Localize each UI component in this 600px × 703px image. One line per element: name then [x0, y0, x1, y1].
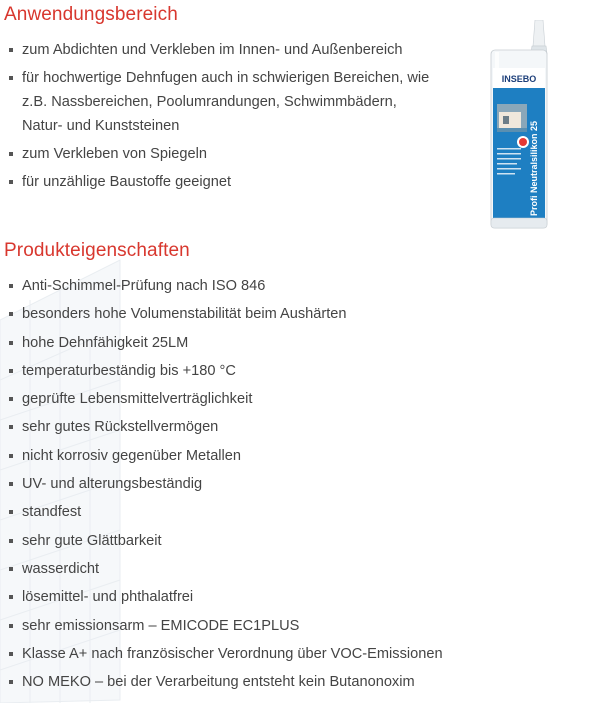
list-item-text: besonders hohe Volumenstabilität beim Aushärten: [22, 306, 347, 323]
list-item: [0, 529, 560, 553]
list-item: [0, 302, 560, 326]
list-item: [0, 614, 560, 638]
list-item: [0, 170, 430, 194]
list-item: [0, 142, 430, 166]
list-item-text: temperaturbeständig bis +180 °C: [22, 362, 236, 379]
bullet-icon: [9, 369, 13, 373]
application-list: [0, 38, 430, 198]
bullet-icon: [9, 567, 13, 571]
bullet-icon: [9, 595, 13, 599]
list-item: [0, 500, 560, 524]
bullet-icon: [9, 76, 13, 80]
list-item: [0, 387, 560, 411]
list-item: [0, 415, 560, 439]
list-item-text: nicht korrosiv gegenüber Metallen: [22, 447, 242, 464]
bullet-icon: [9, 397, 13, 401]
list-item-text: hohe Dehnfähigkeit 25LM: [22, 334, 189, 351]
bullet-icon: [9, 624, 13, 628]
list-item-text: sehr emissionsarm – EMICODE EC1PLUS: [22, 617, 300, 634]
list-item-text: sehr gute Glättbarkeit: [22, 532, 162, 549]
list-item: [0, 66, 430, 138]
list-item: [0, 331, 560, 355]
bullet-icon: [9, 454, 13, 458]
list-item-text: sehr gutes Rückstellvermögen: [22, 419, 219, 436]
list-item-text: wasserdicht: [22, 560, 100, 577]
silicone-cartridge-icon: [485, 20, 565, 232]
bullet-icon: [9, 539, 13, 543]
bullet-icon: [9, 680, 13, 684]
list-item-text: UV- und alterungsbeständig: [22, 476, 203, 493]
list-item-text: für unzählige Baustoffe geeignet: [22, 174, 232, 190]
list-item: [0, 444, 560, 468]
product-image: [485, 20, 565, 232]
section-title-properties: Produkteigenschaften: [4, 240, 190, 261]
list-item: [0, 557, 560, 581]
list-item-text: zum Verkleben von Spiegeln: [22, 146, 207, 162]
bullet-icon: [9, 482, 13, 486]
bullet-icon: [9, 312, 13, 316]
bullet-icon: [9, 425, 13, 429]
list-item: [0, 670, 560, 694]
list-item-text: lösemittel- und phthalatfrei: [22, 589, 194, 606]
list-item: [0, 38, 430, 62]
bullet-icon: [9, 510, 13, 514]
bullet-icon: [9, 284, 13, 288]
list-item-text: Klasse A+ nach französischer Verordnung über VOC-Emissionen: [22, 645, 443, 662]
bullet-icon: [9, 48, 13, 52]
list-item-text: Anti-Schimmel-Prüfung nach ISO 846: [22, 278, 266, 294]
list-item: [0, 359, 560, 383]
bullet-icon: [9, 152, 13, 156]
product-name-text: Profi Neutralsilikon 25: [529, 120, 539, 216]
list-item-text: geprüfte Lebensmittelverträglichkeit: [22, 391, 253, 408]
list-item-text: für hochwertige Dehnfugen auch in schwierigen Bereichen, wie z.B. Nassbereichen, Poolumrandungen, Schwimmbädern, Natur- und Kunststeinen: [22, 70, 430, 134]
list-item: [0, 642, 560, 666]
properties-list: [0, 274, 560, 698]
list-item-text: zum Abdichten und Verkleben im Innen- und Außenbereich: [22, 42, 403, 58]
list-item: [0, 472, 560, 496]
list-item: [0, 585, 560, 609]
section-title-application: Anwendungsbereich: [4, 4, 178, 25]
bullet-icon: [9, 180, 13, 184]
list-item: [0, 274, 560, 298]
list-item-text: NO MEKO – bei der Verarbeitung entsteht kein Butanonoxim: [22, 674, 415, 691]
list-item-text: standfest: [22, 504, 82, 521]
bullet-icon: [9, 341, 13, 345]
brand-logo-text: INSEBO: [501, 74, 537, 84]
bullet-icon: [9, 652, 13, 656]
